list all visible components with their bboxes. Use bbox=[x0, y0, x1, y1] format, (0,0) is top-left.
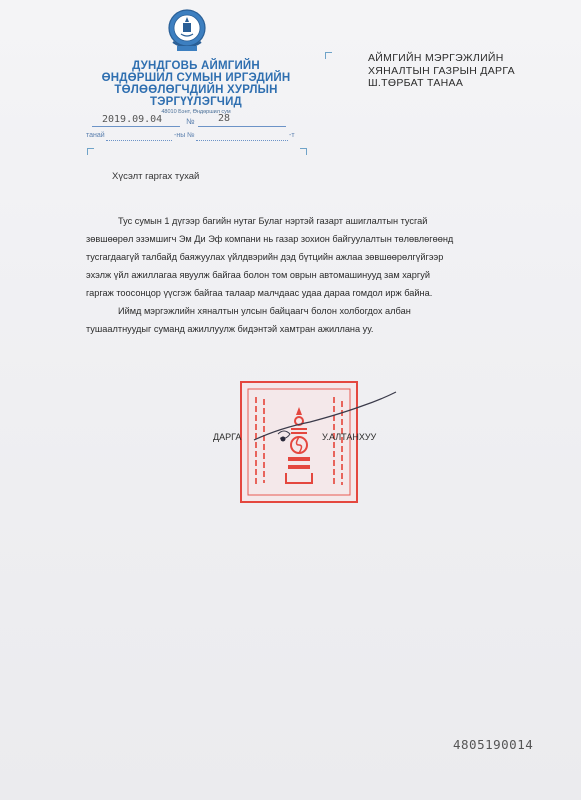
signature-name: У.АЛТАНХУУ bbox=[322, 432, 377, 442]
recipient-line-2: ХЯНАЛТЫН ГАЗРЫН ДАРГА bbox=[368, 64, 515, 77]
reply-label-c: -т bbox=[289, 132, 295, 139]
handwritten-signature-icon bbox=[250, 388, 400, 448]
letter-date: 2019.09.04 bbox=[102, 114, 163, 125]
body-p1-line-3: тусгагдаагүй талбайд баяжуулах үйлдвэрийн дэд бүтцийн ажлаа зөвшөөрөлгүйгээр bbox=[86, 252, 444, 262]
corner-mark-top-left bbox=[87, 148, 94, 155]
corner-mark-right bbox=[325, 52, 332, 59]
recipient-line-3: Ш.ТӨРБАТ ТАНАА bbox=[368, 77, 464, 89]
reply-label-b: -ны № bbox=[174, 132, 195, 139]
body-p2-line-1: Иймд мэргэжлийн хяналтын улсын байцаагч болон холбогдох албан bbox=[118, 306, 411, 316]
recipient-line-1: АЙМГИЙН МЭРГЭЖЛИЙН bbox=[368, 52, 504, 64]
body-p1-line-2: зөвшөөрөл эзэмшигч Эм Ди Эф компани нь газар зохион байгуулалтын төлөвлөгөөнд bbox=[86, 234, 454, 244]
state-emblem-icon bbox=[167, 8, 207, 54]
corner-mark-top-right bbox=[300, 148, 307, 155]
number-prefix: № bbox=[186, 117, 195, 126]
reply-line-b bbox=[196, 140, 288, 141]
signature-title: ДАРГА bbox=[213, 432, 242, 442]
document-serial-number: 4805190014 bbox=[453, 737, 534, 752]
body-p1-line-4: эхэлж үйл ажиллагаа явуулж байгаа болон том оврын автомашинууд зам харгуй bbox=[86, 270, 430, 280]
letter-number: 28 bbox=[218, 113, 231, 124]
letter-subject: Хүсэлт гаргах тухай bbox=[112, 171, 200, 182]
org-address: 48010 Бэнт, Өндөршил сум bbox=[161, 109, 231, 115]
body-p1-line-1: Тус сумын 1 дүгээр багийн нутаг Булаг нэртэй газарт ашиглалтын тусгай bbox=[118, 216, 428, 226]
date-line bbox=[92, 126, 180, 127]
reply-line-a bbox=[106, 140, 172, 141]
org-line-3: ТӨЛӨӨЛӨГЧДИЙН ХУРЛЫН bbox=[114, 84, 278, 96]
body-p1-line-5: гаргаж тоосонцор үүсгэж байгаа талаар малчдаас удаа дараа гомдол ирж байна. bbox=[86, 288, 433, 298]
reply-label-a: танай bbox=[86, 132, 105, 139]
org-line-1: ДУНДГОВЬ АЙМГИЙН bbox=[132, 60, 260, 72]
org-line-4: ТЭРГҮҮЛЭГЧИД bbox=[150, 96, 242, 108]
number-line bbox=[198, 126, 286, 127]
org-line-2: ӨНДӨРШИЛ СУМЫН ИРГЭДИЙН bbox=[101, 72, 291, 84]
body-p2-line-2: тушаалтнуудыг суманд ажиллуулж бидэнтэй хамтран ажиллана уу. bbox=[86, 324, 374, 334]
